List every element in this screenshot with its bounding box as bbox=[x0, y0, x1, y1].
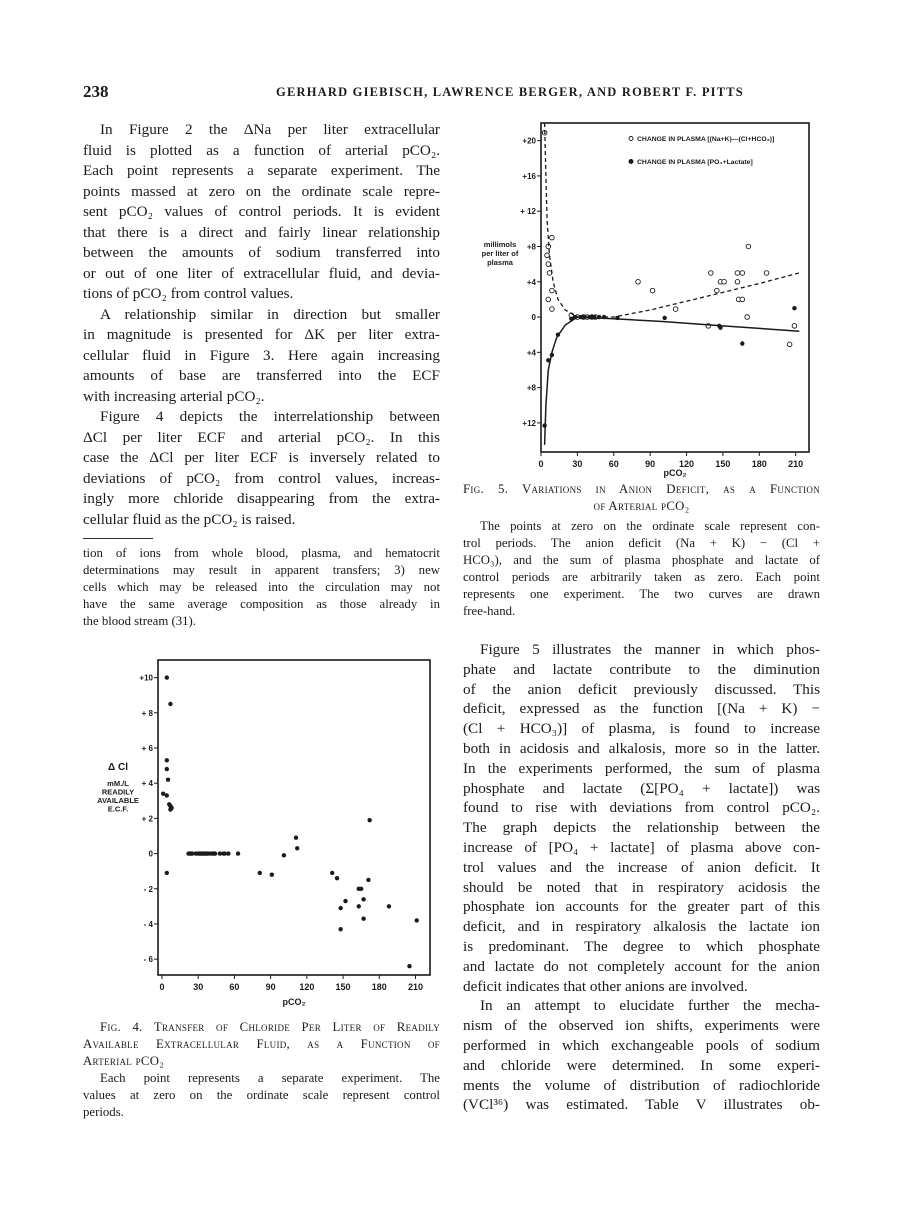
data-point-filled bbox=[361, 897, 365, 901]
caption-title-line: Available Extracellular Fluid, as a Function of bbox=[83, 1037, 440, 1051]
paragraph-line: should be noted that in respiratory acidosis the bbox=[463, 878, 820, 896]
caption-body-line: Each point represents a separate experiment. The bbox=[100, 1071, 440, 1085]
data-point-open bbox=[740, 297, 745, 302]
paragraph-line: or out of one liter of extracellular fluid, and devia- bbox=[83, 264, 440, 282]
x-tick-label: 210 bbox=[407, 982, 424, 992]
caption-title-line: of Arterial pCO₂ bbox=[593, 499, 690, 513]
paragraph-line: phosphate ion accounts for the greater part of this bbox=[463, 898, 820, 916]
y-axis-sublabel: AVAILABLE bbox=[97, 796, 139, 805]
data-point-filled bbox=[367, 818, 371, 822]
y-axis-sublabel: E.C.F. bbox=[107, 804, 129, 814]
data-point-filled bbox=[415, 918, 419, 922]
data-point-open bbox=[722, 279, 727, 284]
paragraph-line: ΔCl per liter ECF and arterial pCO₂. In this bbox=[83, 428, 440, 446]
x-tick-label: 90 bbox=[645, 459, 656, 469]
data-point-filled bbox=[165, 758, 169, 762]
y-tick-label: + 2 bbox=[141, 814, 153, 824]
paragraph-line: points massed at zero on the ordinate scale repre- bbox=[83, 182, 440, 200]
data-point-open bbox=[745, 315, 750, 320]
data-point-filled bbox=[165, 767, 169, 771]
y-tick-label: +16 bbox=[522, 171, 536, 181]
footnote bbox=[83, 545, 440, 630]
legend-marker-filled bbox=[629, 160, 633, 164]
data-point-filled bbox=[258, 871, 262, 875]
x-tick-label: 90 bbox=[265, 982, 276, 992]
paragraph-line: and lactate do not completely account for the anion bbox=[463, 957, 820, 975]
x-tick-label: 210 bbox=[788, 459, 804, 469]
paragraph-line: In Figure 2 the ΔNa per liter extracellular bbox=[100, 121, 440, 138]
data-point-open bbox=[735, 271, 740, 276]
data-point-open bbox=[545, 253, 550, 258]
data-point-filled bbox=[165, 871, 169, 875]
paragraph-line: both in acidosis and alkalosis, more so in the latter. bbox=[463, 739, 820, 757]
y-tick-label: +8 bbox=[526, 383, 536, 393]
paragraph-line: with increasing arterial pCO₂. bbox=[83, 387, 265, 405]
data-point-filled bbox=[387, 904, 391, 908]
figure-5-chart bbox=[460, 110, 820, 480]
data-point-filled bbox=[357, 904, 361, 908]
curve-solid bbox=[545, 317, 800, 445]
caption-title-line: Fig. 5. Variations in Anion Deficit, as a Function bbox=[463, 482, 820, 496]
data-point-open bbox=[546, 297, 551, 302]
paragraph-line: of the anion deficit previously discussed. This bbox=[463, 680, 820, 698]
data-point-open bbox=[550, 288, 555, 293]
data-point-filled bbox=[740, 341, 744, 345]
y-tick-label: +12 bbox=[522, 418, 536, 428]
paragraph-line: cellular fluid as the pCO₂ is raised. bbox=[83, 510, 296, 528]
running-header-authors: GERHARD GIEBISCH, LAWRENCE BERGER, AND ROBERT F. PITTS bbox=[276, 85, 744, 99]
paragraph-line: In the experiments performed, the sum of plasma bbox=[463, 759, 820, 777]
paragraph-line: between the amounts of sodium transferred into bbox=[83, 244, 440, 261]
caption-body-line: The points at zero on the ordinate scale represent con- bbox=[480, 519, 820, 533]
paragraph-line: Each point represents a separate experiment. The bbox=[83, 162, 440, 179]
caption-title-line: Fig. 4. Transfer of Chloride Per Liter of Readily bbox=[100, 1020, 440, 1034]
legend-marker-open bbox=[629, 137, 633, 141]
caption-body-line: represents one experiment. The two curves are drawn bbox=[463, 587, 820, 601]
plot-frame bbox=[541, 123, 809, 452]
x-tick-label: 180 bbox=[371, 982, 387, 992]
x-tick-label: 150 bbox=[715, 459, 731, 469]
paragraph-line: and chloride were determined. In some experi- bbox=[463, 1056, 820, 1074]
y-tick-label: - 2 bbox=[143, 884, 153, 894]
data-point-filled bbox=[295, 846, 299, 850]
y-tick-label: 0 bbox=[531, 313, 536, 323]
figure-4-caption bbox=[83, 1019, 440, 1121]
paragraph-line: found to rise with deviations from control pCO₂. bbox=[463, 799, 820, 817]
y-tick-label: - 4 bbox=[143, 919, 153, 929]
y-tick-label: +4 bbox=[526, 348, 536, 358]
curve-dashed bbox=[545, 123, 800, 317]
paragraph-line: Figure 4 depicts the interrelationship between bbox=[100, 408, 440, 425]
y-axis-sublabel: READILY bbox=[101, 787, 135, 797]
footnote-line: the blood stream (31). bbox=[83, 614, 197, 628]
paragraph-line: is predominant. The degree to which phosphate bbox=[463, 937, 820, 955]
x-axis-label: pCO₂ bbox=[663, 468, 687, 478]
data-point-filled bbox=[338, 927, 342, 931]
y-tick-label: 0 bbox=[148, 849, 153, 859]
caption-body-line: values at zero on the ordinate scale represent control bbox=[83, 1088, 440, 1102]
y-tick-label: +20 bbox=[522, 136, 536, 146]
x-tick-label: 0 bbox=[538, 459, 544, 469]
figure-5-caption bbox=[463, 481, 820, 620]
paragraph-line: deviations of pCO₂ from control values, increas- bbox=[83, 469, 440, 487]
data-point-filled bbox=[282, 853, 286, 857]
footnote-line: cells which may be released into the circulation may not bbox=[83, 580, 440, 594]
footnote-line: determinations may result in apparent transfers; 3) new bbox=[83, 563, 440, 577]
data-point-open bbox=[708, 271, 713, 276]
x-tick-label: 60 bbox=[608, 459, 619, 469]
y-tick-label: +4 bbox=[526, 277, 536, 287]
x-tick-label: 180 bbox=[751, 459, 767, 469]
y-tick-label: - 6 bbox=[143, 955, 153, 965]
data-point-filled bbox=[343, 899, 347, 903]
x-tick-label: 120 bbox=[299, 982, 315, 992]
caption-body-line: HCO₃), and the sum of plasma phosphate and lactate of bbox=[463, 553, 820, 567]
data-point-open bbox=[764, 271, 769, 276]
paragraph-line: A relationship similar in direction but smaller bbox=[100, 305, 440, 323]
data-point-filled bbox=[294, 836, 298, 840]
paragraph-line: nism of the observed ion shifts, experiments were bbox=[463, 1017, 820, 1035]
y-axis-label: plasma bbox=[487, 258, 513, 267]
y-tick-label: + 8 bbox=[141, 708, 153, 718]
paragraph-line: increase of [PO₄ + lactate] of plasma above con- bbox=[463, 838, 820, 856]
y-tick-label: + 12 bbox=[520, 207, 536, 217]
x-tick-label: 0 bbox=[159, 982, 165, 992]
paragraph-line: phosphate and lactate (Σ[PO₄ + lactate]) was bbox=[463, 779, 820, 797]
data-point-filled bbox=[236, 851, 240, 855]
y-axis-label: millimols bbox=[483, 240, 517, 249]
x-tick-label: 30 bbox=[572, 459, 583, 469]
paragraph-line: amounts of base are transferred into the ECF bbox=[83, 367, 440, 384]
x-tick-label: 60 bbox=[229, 982, 240, 992]
data-point-open bbox=[787, 342, 792, 347]
y-axis-sublabel: mM./L bbox=[107, 779, 129, 788]
page-number: 238 bbox=[83, 82, 109, 101]
paragraph-line: in magnitude is presented for ΔK per liter extra- bbox=[83, 326, 440, 343]
paragraph-line: that there is a direct and fairly linear relationship bbox=[83, 223, 440, 241]
data-point-open bbox=[650, 288, 655, 293]
paragraph-line: In an attempt to elucidate further the mecha- bbox=[480, 997, 820, 1015]
paragraph-line: trol values and the increase of anion deficit. It bbox=[463, 858, 820, 876]
data-point-open bbox=[550, 235, 555, 240]
data-point-open bbox=[636, 279, 641, 284]
paragraph-line: (VCl³⁶) was estimated. Table V illustrates ob- bbox=[463, 1096, 820, 1114]
data-point-open bbox=[673, 307, 678, 312]
paragraph-line: ingly more chloride disappearing from the extra- bbox=[83, 490, 440, 507]
data-point-open bbox=[546, 262, 551, 267]
data-point-filled bbox=[407, 964, 411, 968]
data-point-filled bbox=[226, 851, 230, 855]
paragraph-line: phate and lactate contribute to the diminution bbox=[463, 660, 820, 678]
data-point-open bbox=[746, 244, 751, 249]
figure-4-chart bbox=[90, 650, 450, 1020]
y-tick-label: +10 bbox=[139, 673, 153, 683]
paragraph-line: ments the volume of distribution of radiochloride bbox=[463, 1076, 820, 1094]
y-axis-label: Δ Cl bbox=[108, 762, 128, 773]
data-point-filled bbox=[359, 887, 363, 891]
data-point-filled bbox=[165, 675, 169, 679]
y-tick-label: +8 bbox=[526, 242, 536, 252]
paragraph-line: The graph depicts the relationship between the bbox=[463, 819, 820, 837]
data-point-filled bbox=[168, 807, 172, 811]
y-tick-label: + 6 bbox=[141, 743, 153, 753]
right-column-body bbox=[463, 640, 820, 1115]
paragraph-line: (Cl + HCO₃)] of plasma, is found to increase bbox=[463, 720, 820, 738]
data-point-filled bbox=[165, 793, 169, 797]
footnote-line: tion of ions from whole blood, plasma, and hematocrit bbox=[83, 546, 440, 560]
footnote-rule bbox=[83, 538, 153, 539]
caption-body-line: trol periods. The anion deficit (Na + K) − (Cl + bbox=[463, 536, 820, 550]
footnote-line: have the same average composition as those already in bbox=[83, 597, 440, 611]
paragraph-line: deficit indicates that other anions are involved. bbox=[463, 977, 748, 995]
paragraph-line: sent pCO₂ values of control periods. It is evident bbox=[83, 203, 440, 220]
data-point-filled bbox=[166, 777, 170, 781]
data-point-filled bbox=[270, 872, 274, 876]
x-tick-label: 120 bbox=[679, 459, 695, 469]
paragraph-line: tions of pCO₂ from control values. bbox=[83, 285, 294, 302]
data-point-filled bbox=[168, 702, 172, 706]
data-point-filled bbox=[366, 878, 370, 882]
y-tick-label: + 4 bbox=[141, 779, 153, 789]
paragraph-line: deficit, and in respiratory alkalosis the lactate ion bbox=[463, 918, 820, 936]
paragraph-line: performed in which exchangeable pools of sodium bbox=[463, 1036, 820, 1054]
data-point-open bbox=[715, 288, 720, 293]
y-axis-label: per liter of bbox=[481, 249, 519, 258]
legend-label: CHANGE IN PLASMA [(Na+K)—(Cl+HCO₃)] bbox=[637, 136, 775, 143]
data-point-filled bbox=[213, 851, 217, 855]
legend-label: CHANGE IN PLASMA [PO₄+Lactate] bbox=[637, 159, 753, 166]
caption-body-line: control periods are arbitrarily taken as zero. Each point bbox=[463, 570, 820, 584]
data-point-open bbox=[550, 307, 555, 312]
paragraph-line: cellular fluid in Figure 3. Here again increasing bbox=[83, 346, 440, 364]
x-tick-label: 150 bbox=[335, 982, 351, 992]
caption-title-line: Arterial pCO₂ bbox=[83, 1054, 165, 1068]
left-column-body bbox=[83, 120, 440, 530]
paragraph-line: case the ΔCl per liter ECF is inversely related to bbox=[83, 449, 440, 466]
caption-body-line: periods. bbox=[83, 1105, 124, 1119]
paragraph-line: Figure 5 illustrates the manner in which phos- bbox=[480, 641, 820, 658]
data-point-filled bbox=[330, 871, 334, 875]
data-point-filled bbox=[361, 916, 365, 920]
data-point-filled bbox=[335, 876, 339, 880]
data-point-open bbox=[735, 279, 740, 284]
x-axis-label: pCO₂ bbox=[282, 997, 306, 1007]
data-point-open bbox=[792, 324, 797, 329]
caption-body-line: free-hand. bbox=[463, 604, 516, 618]
data-point-filled bbox=[662, 316, 666, 320]
paragraph-line: deficit, expressed as the function [(Na + K) − bbox=[463, 700, 820, 718]
paragraph-line: fluid is plotted as a function of arterial pCO₂. bbox=[83, 141, 440, 159]
data-point-filled bbox=[338, 906, 342, 910]
data-point-filled bbox=[792, 306, 796, 310]
data-point-open bbox=[740, 271, 745, 276]
plot-frame bbox=[158, 660, 430, 975]
x-tick-label: 30 bbox=[193, 982, 204, 992]
